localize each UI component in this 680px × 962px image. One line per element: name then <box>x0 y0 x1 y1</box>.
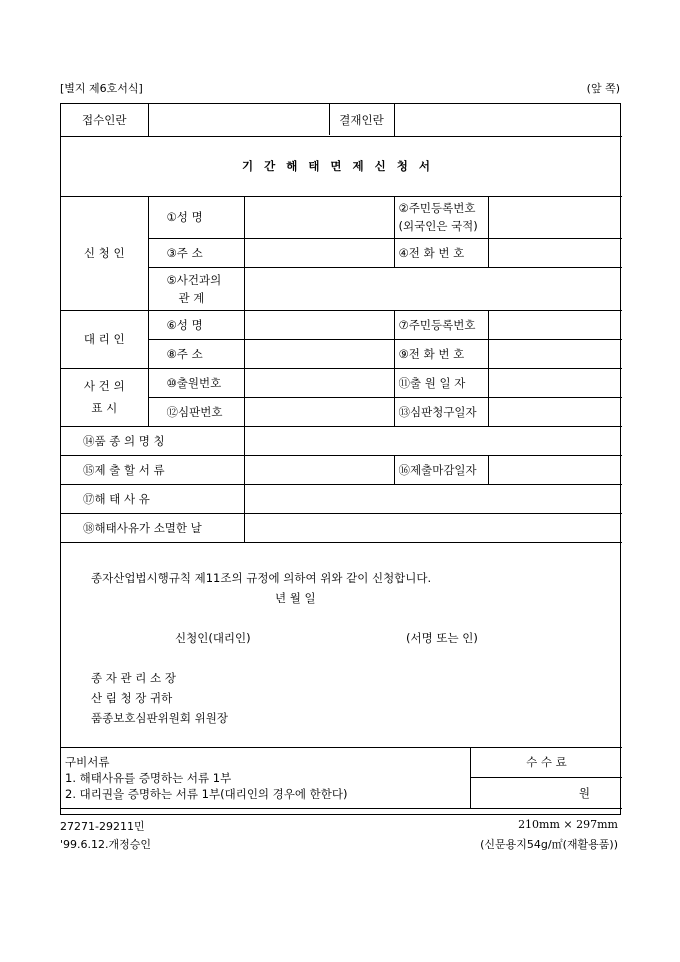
recipient-2: 산 림 청 장 귀하 <box>91 690 173 705</box>
receive-stamp-field[interactable] <box>149 104 330 135</box>
applicant-rrn-field[interactable] <box>488 196 622 238</box>
receive-stamp-label: 접수인란 <box>61 104 148 136</box>
agent-address-field[interactable] <box>244 339 394 368</box>
agent-rrn-field[interactable] <box>488 310 622 339</box>
case-trial-date-label: ⑬심판청구일자 <box>394 397 488 426</box>
agent-name-label: ⑥성 명 <box>148 310 244 339</box>
applicant-nationality-label: (외국인은 국적) <box>398 219 478 233</box>
reason-end-date-field[interactable] <box>244 513 622 542</box>
variety-name-label: ⑭품 종 의 명 칭 <box>61 426 244 455</box>
fee-field[interactable]: 원 <box>578 785 590 800</box>
reason-end-date-label: ⑱해태사유가 소멸한 날 <box>61 513 244 542</box>
case-trial-date-field[interactable] <box>488 397 622 426</box>
agent-rrn-label: ⑦주민등록번호 <box>394 310 488 339</box>
recipient-1: 종 자 관 리 소 장 <box>91 670 176 685</box>
applicant-rrn-label: ②주민등록번호 <box>398 201 476 215</box>
applicant-group-label: 신 청 인 <box>61 196 148 310</box>
statement-section <box>61 542 622 747</box>
applicant-relation-label-2: 관 계 <box>178 290 205 305</box>
required-documents <box>61 748 470 808</box>
form-table <box>61 104 622 809</box>
case-app-date-field[interactable] <box>488 368 622 397</box>
signature-note: (서명 또는 인) <box>406 630 478 645</box>
case-app-date-label: ⑪출 원 일 자 <box>394 368 488 397</box>
applicant-address-label: ③주 소 <box>148 238 244 267</box>
case-group-label-2: 표 시 <box>91 401 118 415</box>
form-title: 기간해태면제신청서 <box>61 136 622 196</box>
case-trial-no-field[interactable] <box>244 397 394 426</box>
deadline-field[interactable] <box>488 455 622 484</box>
applicant-name-field[interactable] <box>244 196 394 238</box>
applicant-phone-label: ④전 화 번 호 <box>394 238 488 267</box>
applicant-phone-field[interactable] <box>488 238 622 267</box>
applicant-relation-label: ⑤사건과의 <box>166 272 222 287</box>
delay-reason-label: ⑰해 태 사 유 <box>61 484 244 513</box>
approval-date: '99.6.12.개정승인 <box>60 838 152 851</box>
applicant-name-label: ①성 명 <box>148 196 244 238</box>
required-document-2: 2. 대리권을 증명하는 서류 1부(대리인의 경우에 한한다) <box>65 786 348 801</box>
form-code: 27271-29211민 <box>60 820 145 833</box>
documents-label: ⑮제 출 할 서 류 <box>61 455 244 484</box>
statement-date: 년 월 일 <box>275 590 316 605</box>
deadline-label: ⑯제출마감일자 <box>394 455 488 484</box>
approve-stamp-label: 결재인란 <box>339 112 384 127</box>
signer-label: 신청인(대리인) <box>175 630 251 645</box>
applicant-relation-field[interactable] <box>244 267 622 310</box>
form-number: [별지 제6호서식] <box>60 82 143 95</box>
paper-size: 210mm × 297mm <box>518 818 618 831</box>
variety-name-field[interactable] <box>244 426 622 455</box>
application-form <box>60 103 621 815</box>
case-app-no-label: ⑩출원번호 <box>148 368 244 397</box>
documents-field[interactable] <box>244 455 394 484</box>
required-document-1: 1. 해태사유를 증명하는 서류 1부 <box>65 770 232 785</box>
case-app-no-field[interactable] <box>244 368 394 397</box>
agent-phone-label: ⑨전 화 번 호 <box>394 339 488 368</box>
statement-text: 종자산업법시행규칙 제11조의 규정에 의하여 위와 같이 신청합니다. <box>91 570 432 585</box>
agent-phone-field[interactable] <box>488 339 622 368</box>
agent-group-label: 대 리 인 <box>61 310 148 368</box>
delay-reason-field[interactable] <box>244 484 622 513</box>
required-documents-title: 구비서류 <box>65 754 110 769</box>
case-group-label: 사 건 의 <box>83 379 125 393</box>
fee-label: 수 수 료 <box>470 748 622 778</box>
agent-address-label: ⑧주 소 <box>148 339 244 368</box>
applicant-address-field[interactable] <box>244 238 394 267</box>
case-trial-no-label: ⑫심판번호 <box>148 397 244 426</box>
paper-type: (신문용지54g/㎡(재활용품)) <box>480 838 618 851</box>
page-side: (앞 쪽) <box>586 82 620 95</box>
recipient-3: 품종보호심판위원회 위원장 <box>91 710 228 725</box>
approve-stamp-field[interactable] <box>394 104 622 136</box>
agent-name-field[interactable] <box>244 310 394 339</box>
